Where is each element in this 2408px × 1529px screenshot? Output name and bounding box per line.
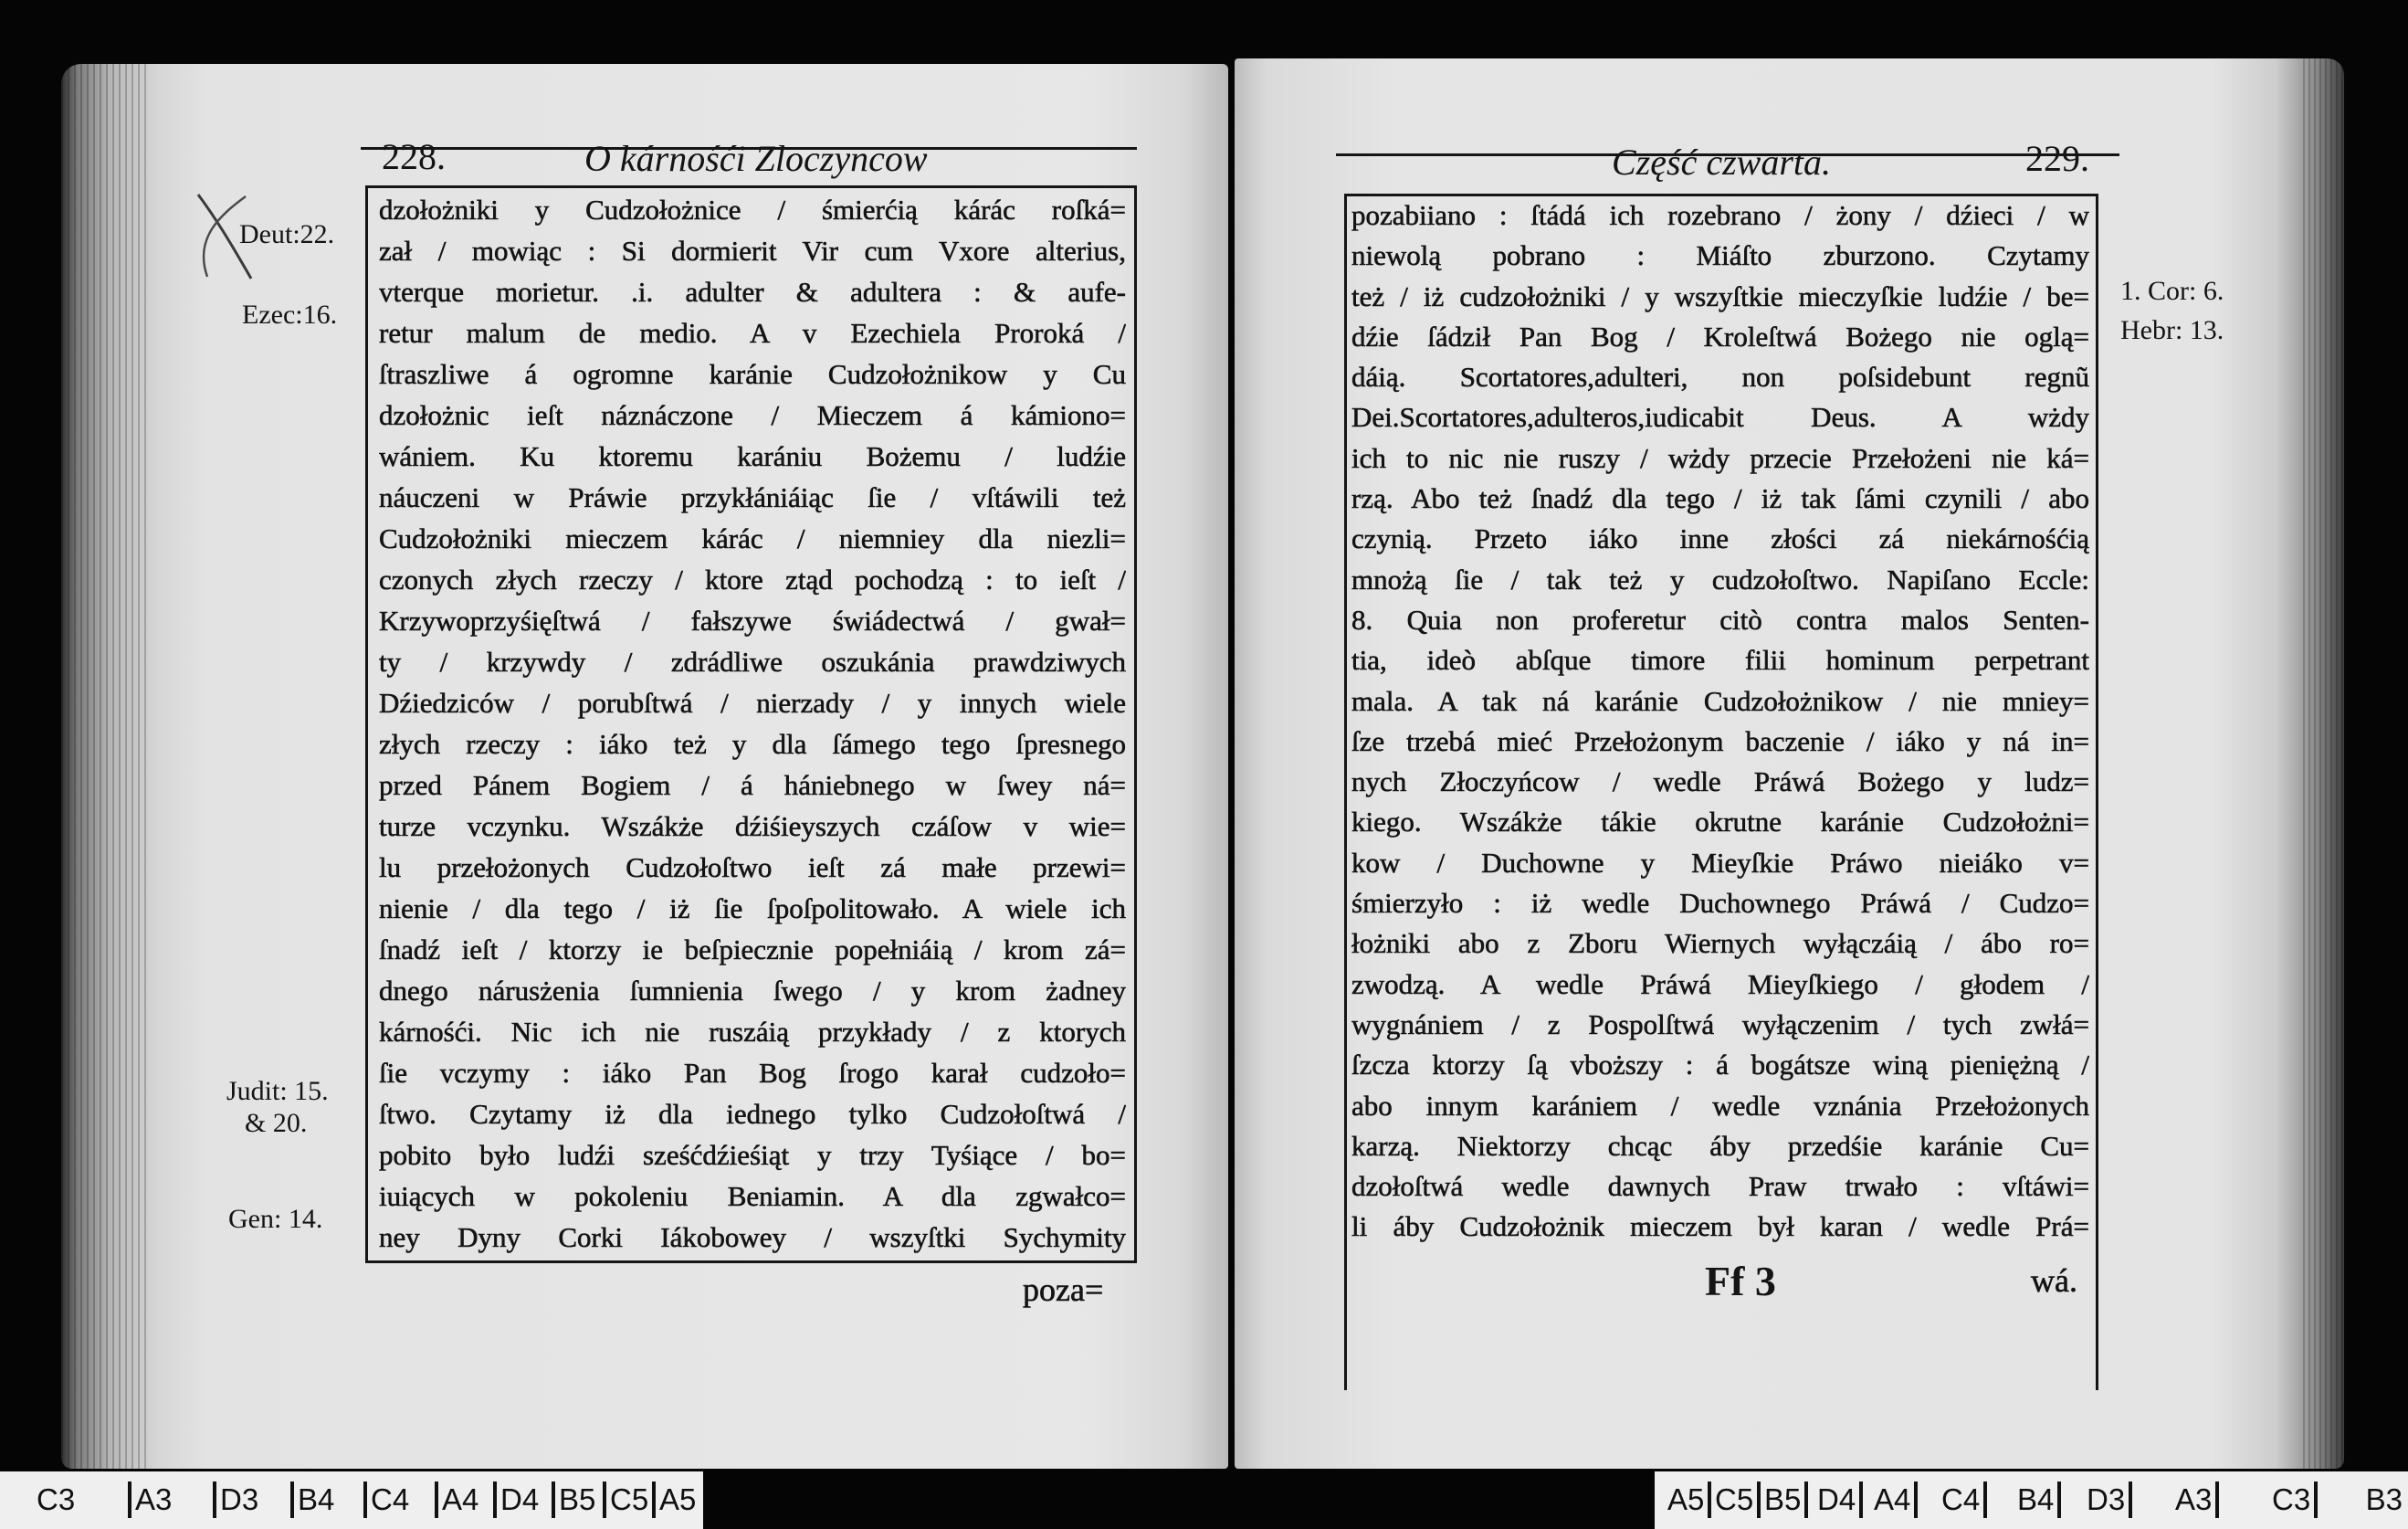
text-line: abo innym karániem / wedle vznánia Przełożonych [1351,1089,2089,1122]
folio-number: 229. [2025,138,2089,179]
text-line: ſie vczymy : iáko Pan Bog ſrogo karał cudzoło= [379,1057,1126,1089]
color-patch-label: A4 [435,1482,478,1518]
color-patch-label: B3 [2365,1482,2403,1516]
left-text-block [379,189,1126,1258]
text-line: ney Dyny Corki Iákobowey / wszyſtki Sychymity [379,1221,1126,1253]
text-line: ſzcza ktorzy ſą vboższy : á bogátsze winą pieniężną / [1351,1049,2089,1081]
text-line: náuczeni w Práwie przykłániáiąc ſie / vſtáwili też [379,481,1126,513]
text-line: złych rzeczy : iáko też y dla ſámego tego ſpresnego [379,728,1126,760]
text-line: ſtraszliwe á ogromne karánie Cudzołożnikow y Cu [379,358,1126,390]
text-line: zał / mowiąc : Si dormierit Vir cum Vxore alterius, [379,235,1126,267]
signature-mark: Ff 3 [1705,1258,1776,1304]
text-line: dáią. Scortatores,adulteri, non poſsidebunt regnũ [1351,361,2089,394]
margin-note: Judit: 15. [226,1076,329,1106]
text-line: vterque morietur. .i. adulter & adultera : & aufe- [379,276,1126,308]
text-line: śmierzyło : iż wedle Duchownego Práwá / Cudzo= [1351,887,2089,920]
text-line: wygnániem / z Pospolſtwá wyłączenim / tych zwłá= [1351,1007,2089,1040]
color-patch-label: D4 [493,1482,539,1518]
page-stack-edge [61,64,148,1469]
margin-note: 1. Cor: 6. [2120,276,2224,306]
color-patch-label: D3 [213,1482,258,1518]
text-line: przed Pánem Bogiem / á hániebnego w ſwey ná= [379,769,1126,801]
text-line: mala. A tak ná karánie Cudzołożnikow / nie mniey= [1351,684,2089,717]
text-line: łożniki abo z Zboru Wiernych wyłączáią / ábo ro= [1351,927,2089,960]
page-stack-edge [2303,58,2344,1469]
text-line: dzołożniki y Cudzołożnice / śmierćią kárác roſká= [379,194,1126,226]
text-line: Krzywoprzyśięſtwá / fałszywe świádectwá / gwał= [379,605,1126,637]
text-line: wániem. Ku ktoremu karániu Bożemu / ludźie [379,440,1126,472]
text-line: karzą. Niektorzy chcąc áby przedśie karánie Cu= [1351,1129,2089,1162]
text-line: Dei.Scortatores,adulteros,iudicabit Deus. A wżdy [1351,401,2089,434]
text-line: czonych złych rzeczy / ktore ztąd pochodzą : to ieſt / [379,564,1126,596]
color-patch-label: B5 [552,1482,595,1518]
color-patch-label: D3 [2087,1482,2132,1518]
text-line: dzołożnic ieſt náznáczone / Mieczem á kámiono= [379,399,1126,431]
running-head: Część czwarta. [1612,142,1831,183]
margin-note: & 20. [245,1108,308,1138]
color-patch-label: C4 [363,1482,409,1518]
text-line: dźie ſádził Pan Bog / Kroleſtwá Bożego nie oglą= [1351,320,2089,353]
text-line: niewolą pobrano : Miáſto zburzono. Czytamy [1351,239,2089,272]
text-line: Cudzołożniki mieczem kárác / niemniey dla niezli= [379,522,1126,554]
color-patch-label: A3 [128,1482,172,1518]
text-line: czynią. Przeto iáko inne złości zá niekárnośćią [1351,522,2089,555]
folio-number: 228. [382,136,446,177]
color-patch-label: A4 [1874,1482,1918,1518]
color-patch-label: D4 [1817,1482,1863,1518]
color-patch-label: C4 [1941,1482,1987,1518]
margin-note: Hebr: 13. [2120,315,2224,345]
left-page [61,64,1228,1469]
color-patch-label: B4 [290,1482,334,1518]
text-line: pozabiiano : ſtádá ich rozebrano / żony / dźieci / w [1351,199,2089,231]
text-line: turze vczynku. Wszákże dźiśieyszych czáſow v wie= [379,810,1126,842]
text-line: dzołoſtwá wedle dawnych Praw trwało : vſtáwi= [1351,1170,2089,1203]
text-line: li áby Cudzołożnik mieczem był karan / wedle Prá= [1351,1210,2089,1243]
text-line: dnego nárusżenia ſumnienia ſwego / y krom żadney [379,975,1126,1007]
text-line: nienie / dla tego / iż ſie ſpoſpolitowało. A wiele ich [379,892,1126,924]
text-line: też / iż cudzołożniki / y wszyſtkie mieczyſkie ludźie / be= [1351,279,2089,312]
text-line: kárnośći. Nic ich nie ruszáią przykłady / z ktorych [379,1016,1126,1048]
color-patch-label: A5 [1667,1482,1711,1518]
text-line: zwodzą. A wedle Práwá Mieyſkiego / głodem / [1351,967,2089,1000]
margin-note: Gen: 14. [228,1204,323,1234]
margin-note: Ezec:16. [242,300,338,330]
right-page [1235,58,2344,1469]
text-line: lu przełożonych Cudzołoſtwo ieſt zá małe przewi= [379,851,1126,883]
text-line: retur malum de medio. A v Ezechiela Proroká / [379,317,1126,349]
text-line: 8. Quia non proferetur citò contra malos Senten- [1351,603,2089,636]
color-patch-label: C3 [2272,1482,2318,1518]
running-head: O kárnośći Zloczyncow [584,138,928,179]
color-patch-label: C5 [603,1482,648,1518]
text-line: kiego. Wszákże tákie okrutne karánie Cudzołożni= [1351,806,2089,838]
color-patch-label: B4 [2017,1482,2061,1518]
text-line: pobito było ludźi sześćdźieśiąt y trzy Tyśiące / bo= [379,1139,1126,1171]
text-line: nych Złoczyńcow / wedle Práwá Bożego y ludz= [1351,765,2089,798]
color-patch-label: A3 [2175,1482,2219,1518]
text-line: rzą. Abo też ſnadź dla tego / iż tak ſámi czynili / abo [1351,482,2089,515]
margin-note: Deut:22. [239,219,335,249]
text-line: kow / Duchowne y Mieyſkie Práwo nieiáko v= [1351,846,2089,879]
color-patch-label: A5 [652,1482,696,1518]
color-patch-label: C3 [37,1482,76,1516]
color-target-strip-left [0,1471,703,1529]
right-text-block [1351,195,2089,1248]
catchword: wá. [2031,1262,2077,1299]
text-line: Dźiedziców / porubſtwá / nierzady / y innych wiele [379,687,1126,719]
color-patch-label: B5 [1764,1482,1808,1518]
text-line: iuiących w pokoleniu Beniamin. A dla zgwałco= [379,1180,1126,1212]
text-line: tia, ideò abſque timore filii hominum perpetrant [1351,644,2089,677]
text-line: mnożą ſie / tak też y cudzołoſtwo. Napiſano Eccle: [1351,563,2089,596]
text-line: ſnadź ieſt / ktorzy ie beſpiecznie popełniáią / krom zá= [379,933,1126,965]
color-patch-label: C5 [1715,1482,1761,1518]
catchword: poza= [1023,1271,1104,1308]
color-target-strip-right [1655,1471,2408,1529]
text-line: ty / krzywdy / zdrádliwe oszukánia prawdziwych [379,646,1126,678]
text-line: ſtwo. Czytamy iż dla iednego tylko Cudzołoſtwá / [379,1098,1126,1130]
text-line: ſze trzebá mieć Przełożonym baczenie / iáko y ná in= [1351,724,2089,757]
text-line: ich to nic nie ruszy / wżdy przecie Przełożeni nie ká= [1351,441,2089,474]
